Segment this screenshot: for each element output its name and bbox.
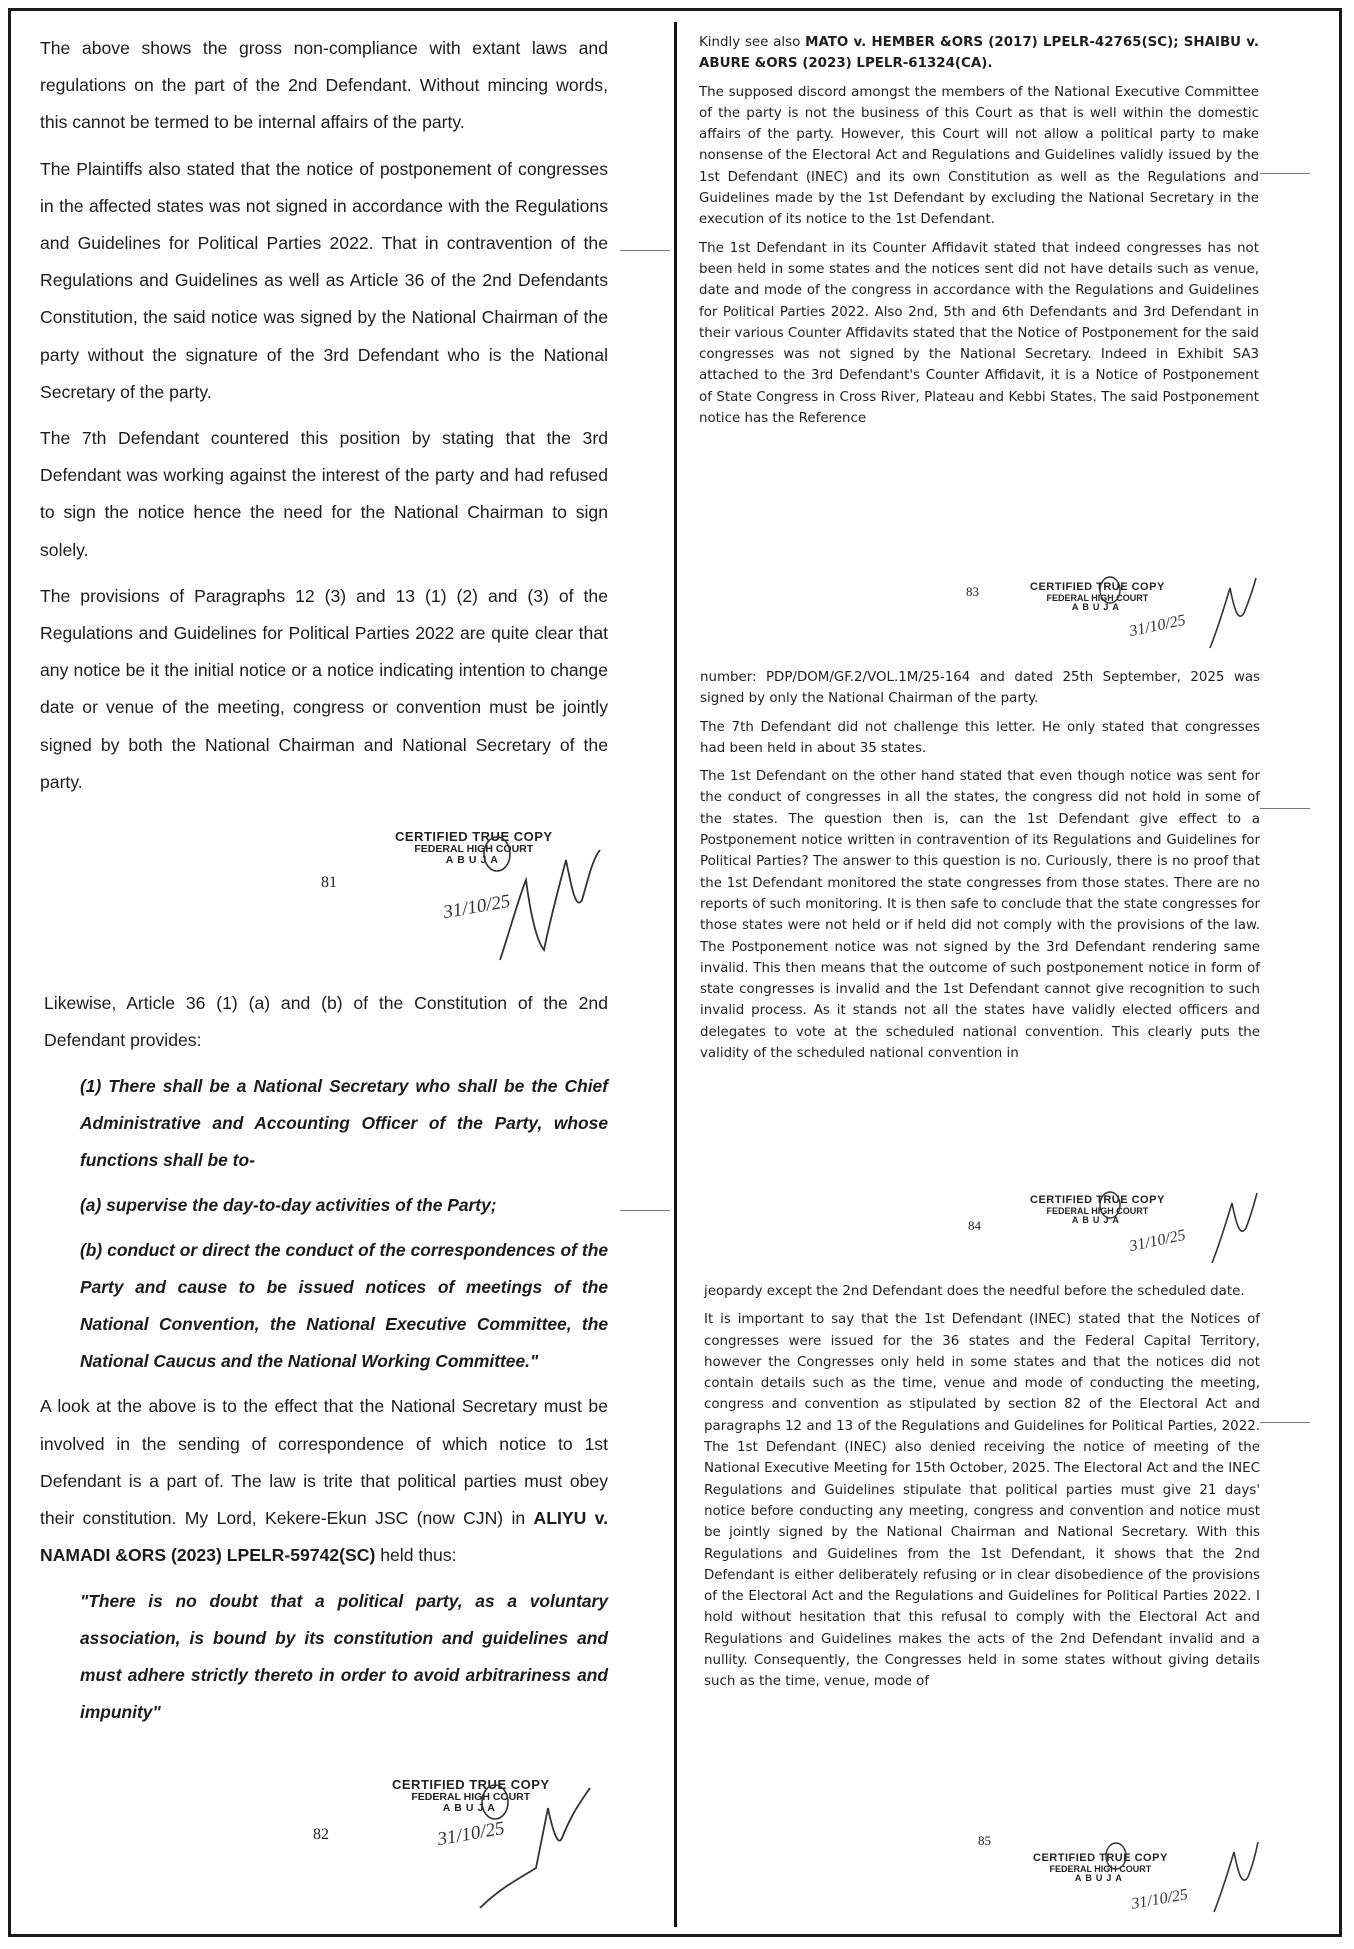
- stamp-line: FEDERAL HIGH COURT: [1046, 1205, 1149, 1216]
- paragraph: The 7th Defendant countered this position by stating that the 3rd Defendant was working against the interest of the party and had refused to sign the notice hence the need for the National Chairman to sign solely.: [40, 428, 608, 560]
- paragraph: The provisions of Paragraphs 12 (3) and 13 (1) (2) and (3) of the Regulations and Guidelines for Political Parties 2022 are quite clear that any notice be it the initial notice or a notice indicating intention to change date or venue of the meeting, congress or convention must be jointly signed by both the National Chairman and National Secretary of the party.: [40, 585, 608, 792]
- paragraph: It is important to say that the 1st Defendant (INEC) stated that the Notices of congresses were issued for the 36 states and the Federal Capital Territory, however the Congresses only held in some states and that the notices did not contain details such as the time, venue and mode of conducting the meeting, congress and convention as stipulated by section 82 of the Electoral Act and paragraphs 12 and 13 of the Regulations and Guidelines for Political Parties, 2022. The 1st Defendant (INEC) also denied receiving the notice of meeting of the National Executive Meeting for 15th October, 2025. The Electoral Act and the INEC Regulations and Guidelines stipulate that political parties must give 21 days' notice before conducting any meeting, congress and convention and notice must be jointly signed by the National Chairman and National Secretary. With this Regulations and Guidelines from the 1st Defendant, it shows that the 2nd Defendant is either deliberately refusing or in clear disobedience of the provisions of the Electoral Act and the Regulations and Guidelines for Political Parties 2022. I hold without hesitation that this refusal to comply with the Electoral Act and Regulations and Guidelines makes the acts of the 2nd Defendant invalid and a nullity. Consequently, the Congresses held in some states without giving details such as the time, venue, mode of: [704, 1312, 1260, 1690]
- page-81: [40, 30, 608, 792]
- scan-mark: [1260, 808, 1310, 809]
- page-number: 85: [978, 1833, 991, 1848]
- stamp-line: CERTIFIED TRUE COPY: [392, 1777, 550, 1792]
- handwritten-signature: [1100, 568, 1260, 688]
- scan-mark: [1260, 1422, 1310, 1423]
- handwritten-signature: [435, 1768, 620, 1918]
- stamp-line: ABUJA: [445, 853, 502, 866]
- page-83: [699, 32, 1259, 550]
- initial-circle: [484, 837, 510, 871]
- paragraph: Likewise, Article 36 (1) (a) and (b) of the Constitution of the 2nd Defendant provides:: [44, 993, 608, 1051]
- signature-date: 31/10/25: [435, 1817, 507, 1851]
- paragraph: jeopardy except the 2nd Defendant does the needful before the scheduled date.: [704, 1284, 1245, 1299]
- quote: (b) conduct or direct the conduct of the correspondences of the Party and cause to be issued notices of meetings of the National Convention, the National Executive Committee, the National Caucus and the National Working Committee.": [80, 1240, 608, 1372]
- handwritten-signature: [1100, 1183, 1260, 1303]
- page-82: [40, 985, 608, 1765]
- stamp-line: ABUJA: [1074, 1872, 1126, 1883]
- page-number: 83: [966, 584, 979, 599]
- stamp-line: CERTIFIED TRUE COPY: [1033, 1852, 1168, 1864]
- paragraph: The Plaintiffs also stated that the notice of postponement of congresses in the affected states was not signed in accordance with the Regulations and Guidelines for Political Parties 2022. That in contravention of the Regulations and Guidelines as well as Article 36 of the 2nd Defendants Constitution, the said notice was signed by the National Chairman of the party without the signature of the 3rd Defendant who is the National Secretary of the party.: [40, 158, 608, 402]
- stamp-line: ABUJA: [442, 1801, 499, 1814]
- page-number: 81: [321, 874, 337, 891]
- stamp-line: FEDERAL HIGH COURT: [414, 842, 534, 855]
- stamp-line: CERTIFIED TRUE COPY: [395, 829, 553, 844]
- stamp-line: FEDERAL HIGH COURT: [1046, 592, 1149, 603]
- text: A look at the above is to the effect that the National Secretary must be involved in the sending of correspondence of which notice to 1st Defendant is a part of. The law is trite that political parties must obey their constitution. My Lord, Kekere-Ekun JSC (now CJN) in: [40, 1396, 608, 1529]
- paragraph: [699, 32, 1259, 75]
- signature-date: 31/10/25: [1127, 1226, 1188, 1256]
- page-number: 84: [968, 1218, 981, 1233]
- page-number: 82: [313, 1826, 329, 1843]
- stamp-line: FEDERAL HIGH COURT: [1049, 1863, 1152, 1874]
- initial-circle: [482, 1785, 508, 1819]
- signature-date: 31/10/25: [1127, 611, 1188, 641]
- paragraph: The 7th Defendant did not challenge this letter. He only stated that congresses had been held in about 35 states.: [700, 719, 1260, 756]
- stamp-line: ABUJA: [1071, 1214, 1123, 1225]
- signature-date: 31/10/25: [1130, 1886, 1190, 1913]
- case-citation: ALIYU v. NAMADI &ORS (2023) LPELR-59742(SC): [40, 1508, 608, 1566]
- signature-stroke: [1210, 578, 1256, 648]
- page-85: [704, 1281, 1260, 1839]
- quote: (1) There shall be a National Secretary who shall be the Chief Administrative and Accounting Officer of the Party, whose functions shall be to-: [80, 1076, 608, 1171]
- quote: "There is no doubt that a political party, as a voluntary association, is bound by its constitution and guidelines and must adhere strictly thereto in order to avoid arbitrariness and impunity": [80, 1591, 608, 1723]
- stamp-line: FEDERAL HIGH COURT: [411, 1790, 531, 1803]
- paragraph: The 1st Defendant on the other hand stated that even though notice was sent for the conduct of congresses in all the states, the congress did not hold in some of the states. The question then is, can the 1st Defendant give effect to a Postponement notice written in contravention of its Regulations and Guidelines for Political Parties? The answer to this question is no. Curiously, there is no proof that the 1st Defendant monitored the state congresses from those states. There are no reports of such monitoring. It is then safe to conclude that the state congresses for those states were not held or if held did not comply with the provisions of the law. The Postponement notice was not signed by the 3rd Defendant rendering same invalid. This then means that the outcome of such postponement notice in form of state congresses is invalid and the 1st Defendant cannot give recognition to such invalid process. As it stands not all the states have validly elected officers and delegates to vote at the scheduled national convention. This clearly puts the validity of the scheduled national convention in: [700, 769, 1260, 1062]
- scan-mark: [620, 1210, 670, 1211]
- paragraph: number: PDP/DOM/GF.2/VOL.1M/25-164 and dated 25th September, 2025 was signed by only the National Chairman of the party.: [700, 670, 1260, 707]
- page-84: [700, 667, 1260, 1181]
- signature-stroke: [1212, 1193, 1257, 1263]
- case-citation: MATO v. HEMBER &ORS (2017) LPELR-42765(SC); SHAIBU v. ABURE &ORS (2023) LPELR-61324(CA).: [699, 35, 1260, 72]
- text: held thus:: [375, 1545, 457, 1566]
- stamp-line: CERTIFIED TRUE COPY: [1030, 581, 1165, 593]
- paragraph: The above shows the gross non-compliance with extant laws and regulations on the part of the 2nd Defendant. Without mincing words, this cannot be termed to be internal affairs of the party.: [40, 38, 608, 133]
- paragraph: The supposed discord amongst the members of the National Executive Committee of the party is not the business of this Court as that is well within the domestic affairs of the party. However, this Court will not allow a political party to make nonsense of the Electoral Act and Regulations and Guidelines validly issued by the 1st Defendant (INEC) and its own Constitution as well as the Regulations and Guidelines made by the 1st Defendant by excluding the National Secretary in the execution of its notice to the 1st Defendant.: [699, 84, 1259, 228]
- handwritten-signature: [1110, 1832, 1260, 1937]
- text: Kindly see also: [699, 35, 806, 50]
- handwritten-signature: [440, 820, 620, 970]
- signature-stroke: [1214, 1842, 1258, 1912]
- initial-circle: [1100, 577, 1120, 603]
- signature-stroke: [480, 1788, 590, 1908]
- quote: (a) supervise the day-to-day activities of the Party;: [80, 1195, 497, 1216]
- paragraph: The 1st Defendant in its Counter Affidavit stated that indeed congresses has not been held in some states and the notices sent did not have details such as venue, date and mode of the congress in accordance with the Regulations and Guidelines for Political Parties 2022. Also 2nd, 5th and 6th Defendants and 3rd Defendant in their various Counter Affidavits stated that the Notice of Postponement for the said congresses was not signed by the National Secretary. Indeed in Exhibit SA3 attached to the 3rd Defendant's Counter Affidavit, it is a Notice of Postponement of State Congress in Cross River, Plateau and Kebbi States. The said Postponement notice has the Reference: [699, 240, 1259, 427]
- scan-mark: [620, 250, 670, 251]
- scan-mark: [1260, 173, 1310, 174]
- stamp-line: CERTIFIED TRUE COPY: [1030, 1194, 1165, 1206]
- stamp-line: ABUJA: [1071, 601, 1123, 612]
- initial-circle: [1100, 1192, 1120, 1218]
- paragraph: [40, 1388, 608, 1574]
- signature-stroke: [500, 850, 600, 960]
- column-divider: [674, 22, 677, 1927]
- signature-date: 31/10/25: [441, 890, 512, 924]
